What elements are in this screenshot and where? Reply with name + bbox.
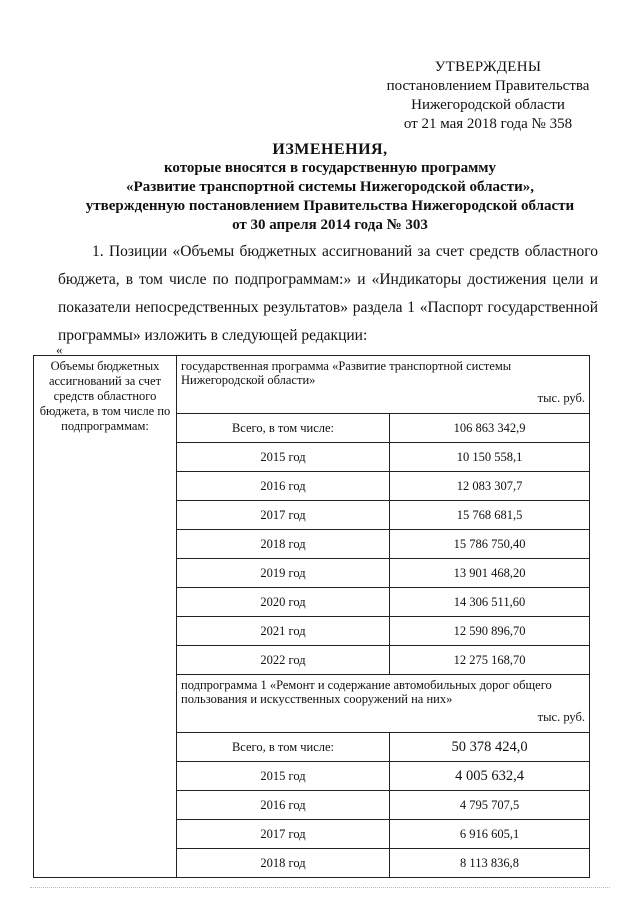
program-row-value: 106 863 342,9: [390, 414, 590, 443]
approval-block: [368, 58, 608, 134]
program-row-value: 12 275 168,70: [390, 646, 590, 675]
program-description: государственная программа «Развитие транспортной системы Нижегородской области»: [181, 359, 512, 387]
program-row-label: 2022 год: [177, 646, 390, 675]
program-row-label: 2018 год: [177, 530, 390, 559]
program-row-value: 10 150 558,1: [390, 443, 590, 472]
subprogram-row-label: Всего, в том числе:: [177, 733, 390, 762]
scan-edge-divider: [30, 887, 610, 889]
approval-line-2: Нижегородской области: [411, 97, 565, 113]
program-row-value: 13 901 468,20: [390, 559, 590, 588]
table-row: [34, 356, 590, 414]
heading-line-2: «Развитие транспортной системы Нижегородской области»,: [126, 179, 534, 195]
program-row-label: Всего, в том числе:: [177, 414, 390, 443]
heading-line-1: которые вносятся в государственную программу: [163, 160, 497, 176]
budget-table: [33, 355, 590, 878]
open-quote: «: [56, 342, 63, 357]
approval-title: УТВЕРЖДЕНЫ: [434, 59, 542, 75]
program-row-label: 2016 год: [177, 472, 390, 501]
subprogram-row-value: 4 795 707,5: [390, 791, 590, 820]
approval-line-1: постановлением Правительства: [386, 78, 590, 94]
subprogram-row-label: 2016 год: [177, 791, 390, 820]
program-row-value: 14 306 511,60: [390, 588, 590, 617]
subprogram-row-value: 8 113 836,8: [390, 849, 590, 878]
program-row-value: 15 768 681,5: [390, 501, 590, 530]
subprogram-row-value: 6 916 605,1: [390, 820, 590, 849]
heading-line-3: утвержденную постановлением Правительства Нижегородской области: [85, 198, 575, 214]
subprogram-unit: тыс. руб.: [537, 710, 585, 724]
program-row-value: 12 083 307,7: [390, 472, 590, 501]
subprogram-row-label: 2018 год: [177, 849, 390, 878]
heading-line-4: от 30 апреля 2014 года № 303: [232, 217, 428, 233]
program-row-label: 2015 год: [177, 443, 390, 472]
subprogram-row-value: 50 378 424,0: [390, 733, 590, 762]
document-heading: [60, 140, 600, 235]
subprogram-description: подпрограмма 1 «Ремонт и содержание автомобильных дорог общего пользования и искусственных сооружений на них»: [181, 678, 552, 706]
program-row-label: 2019 год: [177, 559, 390, 588]
subprogram-row-label: 2015 год: [177, 762, 390, 791]
subprogram-row-value: 4 005 632,4: [390, 762, 590, 791]
subprogram-description-cell: [177, 675, 590, 733]
program-row-label: 2021 год: [177, 617, 390, 646]
program-row-label: 2020 год: [177, 588, 390, 617]
approval-line-3: от 21 мая 2018 года № 358: [403, 116, 573, 132]
program-row-value: 12 590 896,70: [390, 617, 590, 646]
subprogram-row-label: 2017 год: [177, 820, 390, 849]
program-row-value: 15 786 750,40: [390, 530, 590, 559]
budget-left-label: Объемы бюджетных ассигнований за счет средств областного бюджета, в том числе по подпрограммам:: [34, 356, 177, 878]
body-paragraph: 1. Позиции «Объемы бюджетных ассигнований за счет средств областного бюджета, в том числе по подпрограммам:» и «Индикаторы достижения цели и показатели непосредственных результатов» раздела 1 «Паспорт государственной программы» изложить в следующей редакции:: [58, 243, 598, 344]
program-description-cell: [177, 356, 590, 414]
program-row-label: 2017 год: [177, 501, 390, 530]
heading-title: ИЗМЕНЕНИЯ,: [272, 141, 388, 158]
program-unit: тыс. руб.: [537, 391, 585, 405]
